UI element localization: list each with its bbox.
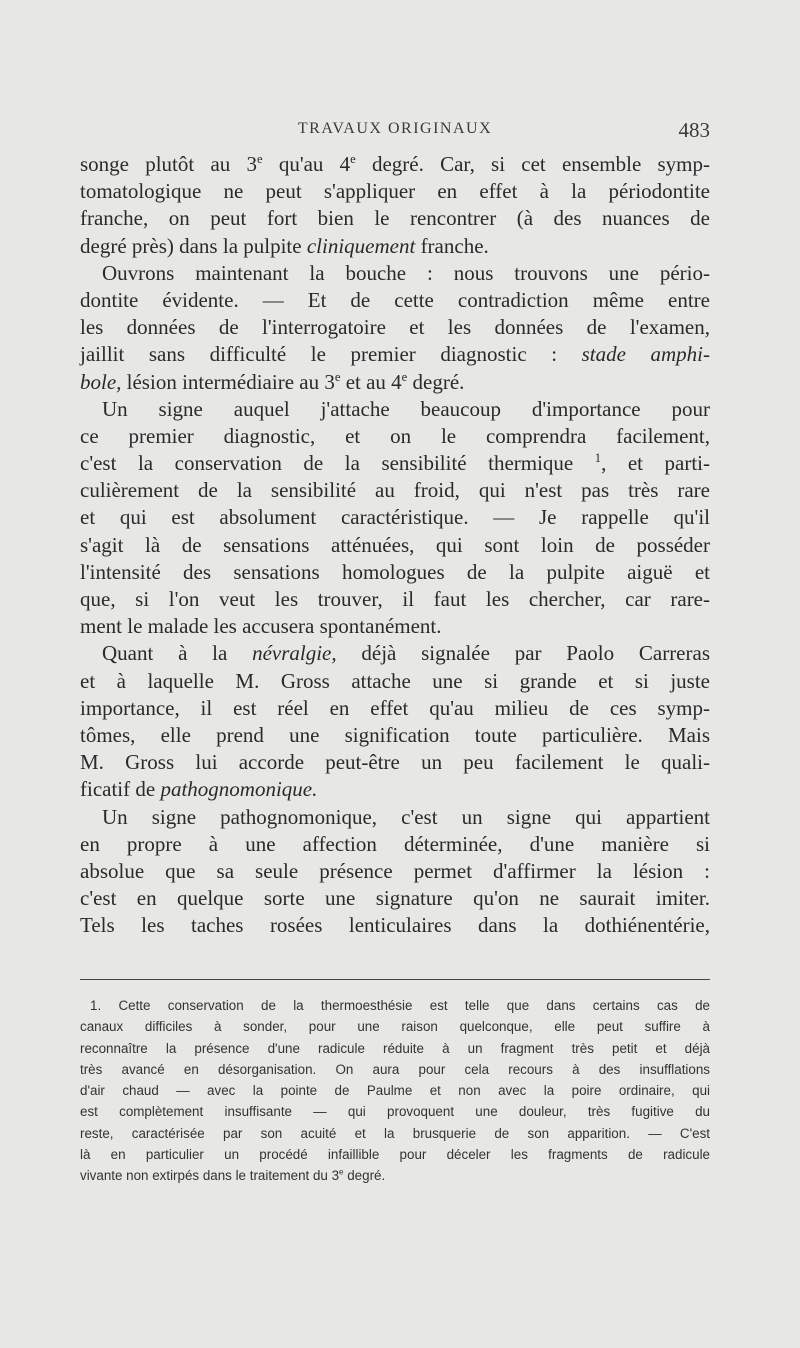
text-line: bole, lésion intermédiaire au 3e et au 4e degré. — [80, 369, 465, 394]
text-line: degré près) dans la pulpite cliniquement franche. — [80, 233, 489, 258]
text-line: c'est en quelque sorte une signature qu'on ne saurait imiter. — [80, 886, 710, 911]
text-line: tomatologique ne peut s'appliquer en effet à la périodontite — [80, 179, 710, 204]
text-line: que, si l'on veut les trouver, il faut les chercher, car rare- — [80, 587, 710, 611]
text-line: M. Gross lui accorde peut-être un peu facilement le quali- — [80, 750, 710, 775]
footnote-line: reste, caractérisée par son acuité et la brusquerie de son apparition. — C'est — [80, 1125, 710, 1141]
text-line: Tels les taches rosées lenticulaires dans la dothiénentérie, — [80, 913, 710, 938]
text-line: en propre à une affection déterminée, d'une manière si — [80, 831, 710, 856]
paragraph-start: Un signe pathognomonique, c'est un signe qui appartient — [102, 804, 710, 829]
text-line: les données de l'interrogatoire et les données de l'examen, — [80, 315, 710, 340]
footnote-ref: 1 — [594, 451, 602, 466]
text-line: ficatif de pathognomonique. — [80, 777, 318, 802]
text-line: et qui est absolument caractéristique. — Je rappelle qu'il — [80, 505, 710, 530]
text-line: dontite évidente. — Et de cette contradiction même entre — [80, 287, 710, 312]
text-line: tômes, elle prend une signification toute particulière. Mais — [80, 722, 710, 747]
footnote-line: est complètement insuffisante — qui provoquent une douleur, très fugitive du — [80, 1104, 710, 1120]
footnote-line: d'air chaud — avec la pointe de Paulme et non avec la poire ordinaire, qui — [80, 1083, 710, 1099]
text-line: culièrement de la sensibilité au froid, qui n'est pas très rare — [80, 478, 710, 503]
paragraph-start: Ouvrons maintenant la bouche : nous trouvons une pério- — [102, 260, 710, 285]
text-line: s'agit là de sensations atténuées, qui sont loin de posséder — [80, 532, 710, 557]
paragraph-start: Quant à la névralgie, déjà signalée par Paolo Carreras — [102, 641, 710, 666]
paragraph-start: Un signe auquel j'attache beaucoup d'importance pour — [102, 396, 710, 421]
running-title: TRAVAUX ORIGINAUX — [297, 120, 493, 137]
footnote-line: très avancé en désorganisation. On aura pour cela recours à des insufflations — [80, 1061, 710, 1077]
text-line: importance, il est réel en effet qu'au milieu de ces symp- — [80, 695, 710, 720]
text-line: ce premier diagnostic, et on le comprendra facilement, — [80, 423, 710, 448]
footnote-line: vivante non extirpés dans le traitement du 3e degré. — [80, 1167, 386, 1184]
text-line: l'intensité des sensations homologues de la pulpite aiguë et — [80, 559, 710, 584]
footnote-line: canaux difficiles à sonder, pour une raison quelconque, elle peut suffire à — [80, 1019, 710, 1035]
text-line: songe plutôt au 3e qu'au 4e degré. Car, si cet ensemble symp- — [80, 152, 710, 176]
page-header — [80, 118, 710, 142]
footnote-line: là en particulier un procédé infaillible pour déceler les fragments de radicule — [80, 1147, 710, 1163]
text-line: et à laquelle M. Gross attache une si grande et si juste — [80, 668, 710, 693]
text-line: ment le malade les accusera spontanément. — [80, 614, 442, 639]
footnote — [80, 995, 710, 1187]
footnote-number: 1. — [90, 998, 102, 1013]
footnote-line: reconnaître la présence d'une radicule réduite à un fragment très petit et déjà — [80, 1040, 710, 1056]
text-line: absolue que sa seule présence permet d'affirmer la lésion : — [80, 858, 710, 883]
text-line: jaillit sans difficulté le premier diagnostic : stade amphi- — [80, 342, 710, 367]
footnote-line: 1. Cette conservation de la thermoesthésie est telle que dans certains cas de — [90, 998, 710, 1013]
main-text — [80, 151, 710, 939]
text-line: franche, on peut fort bien le rencontrer (à des nuances de — [80, 206, 710, 231]
text-line: c'est la conservation de la sensibilité thermique $^1$, et parti- — [80, 451, 710, 476]
page-number: 483 — [678, 118, 710, 142]
footnote-divider — [80, 979, 710, 980]
